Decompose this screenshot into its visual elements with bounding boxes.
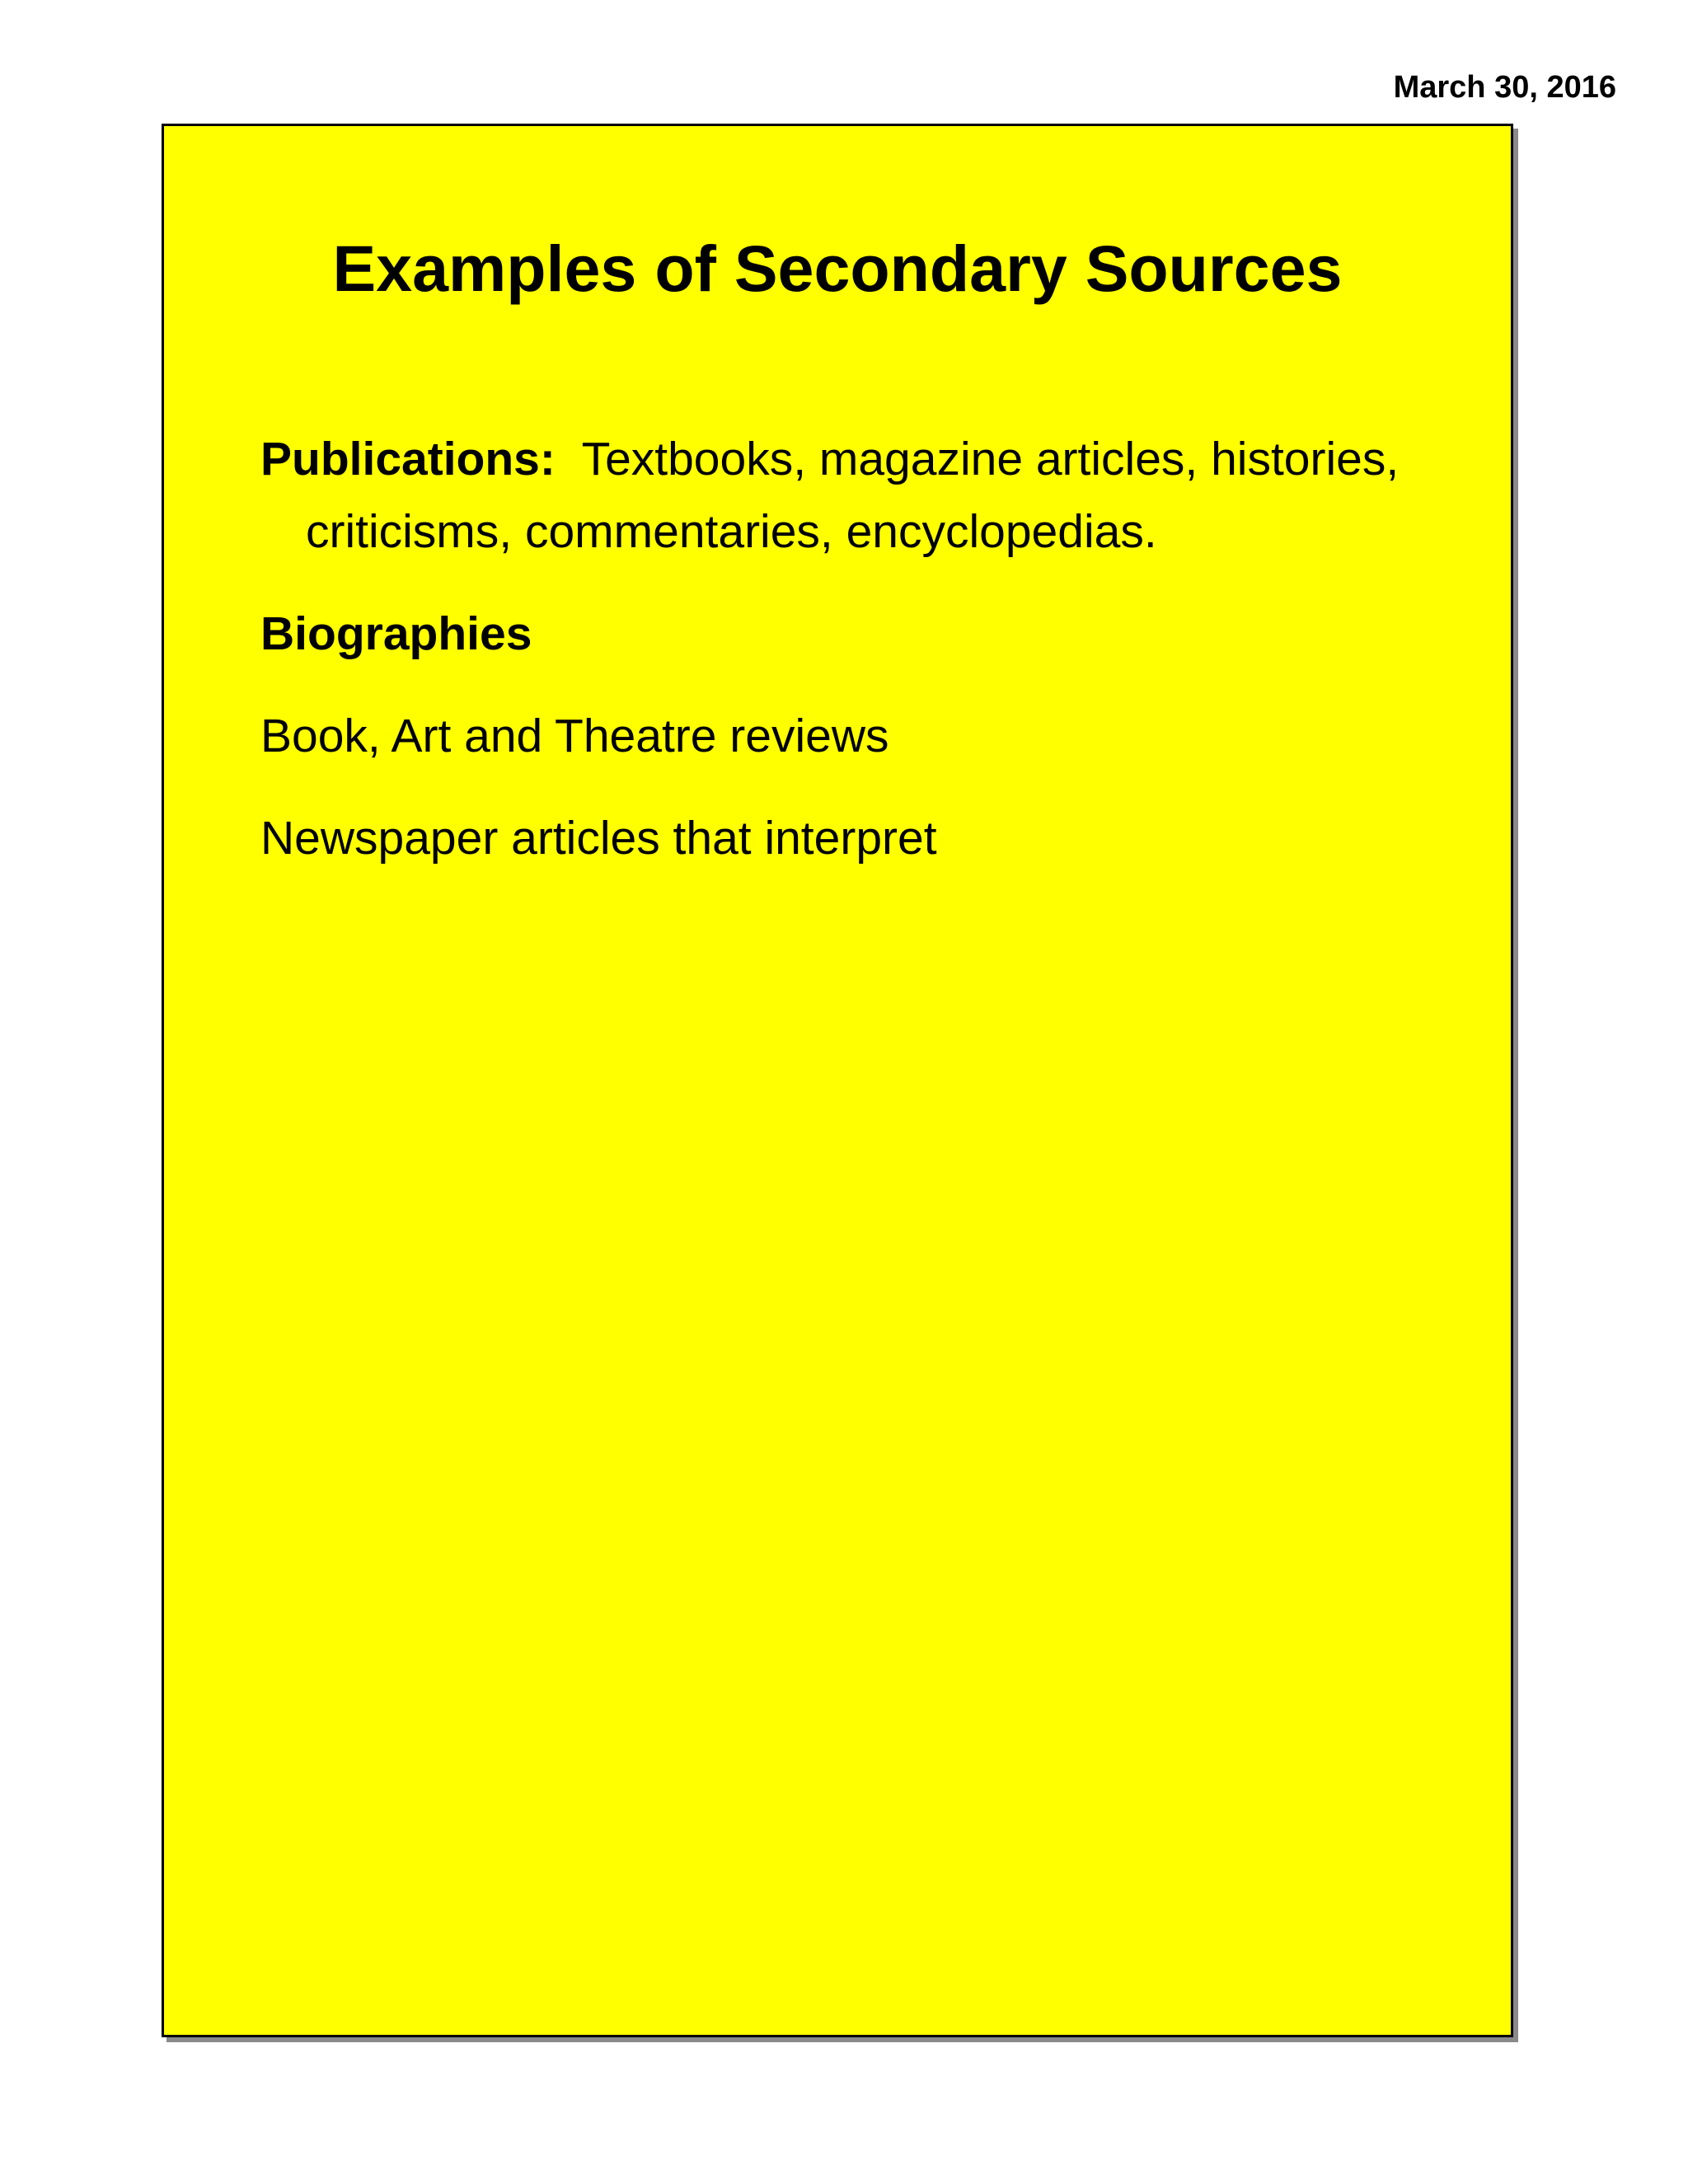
date-header: March 30, 2016 <box>1393 70 1616 105</box>
list-item-reviews <box>260 700 1480 772</box>
item-text: Book, Art and Theatre reviews <box>260 710 889 762</box>
item-text: Newspaper articles that interpret <box>260 812 937 865</box>
list-item-newspaper <box>260 802 1480 874</box>
bullet-list <box>260 423 1480 904</box>
list-item-publications <box>260 423 1480 568</box>
list-item-biographies <box>260 598 1480 670</box>
item-label: Biographies <box>260 607 532 660</box>
item-label: Publications: <box>260 433 556 485</box>
slide-panel <box>162 124 1513 2037</box>
slide-title: Examples of Secondary Sources <box>332 232 1343 305</box>
item-text: Textbooks, magazine articles, histories, criticisms, commentaries, encyclopedias. <box>306 433 1400 558</box>
